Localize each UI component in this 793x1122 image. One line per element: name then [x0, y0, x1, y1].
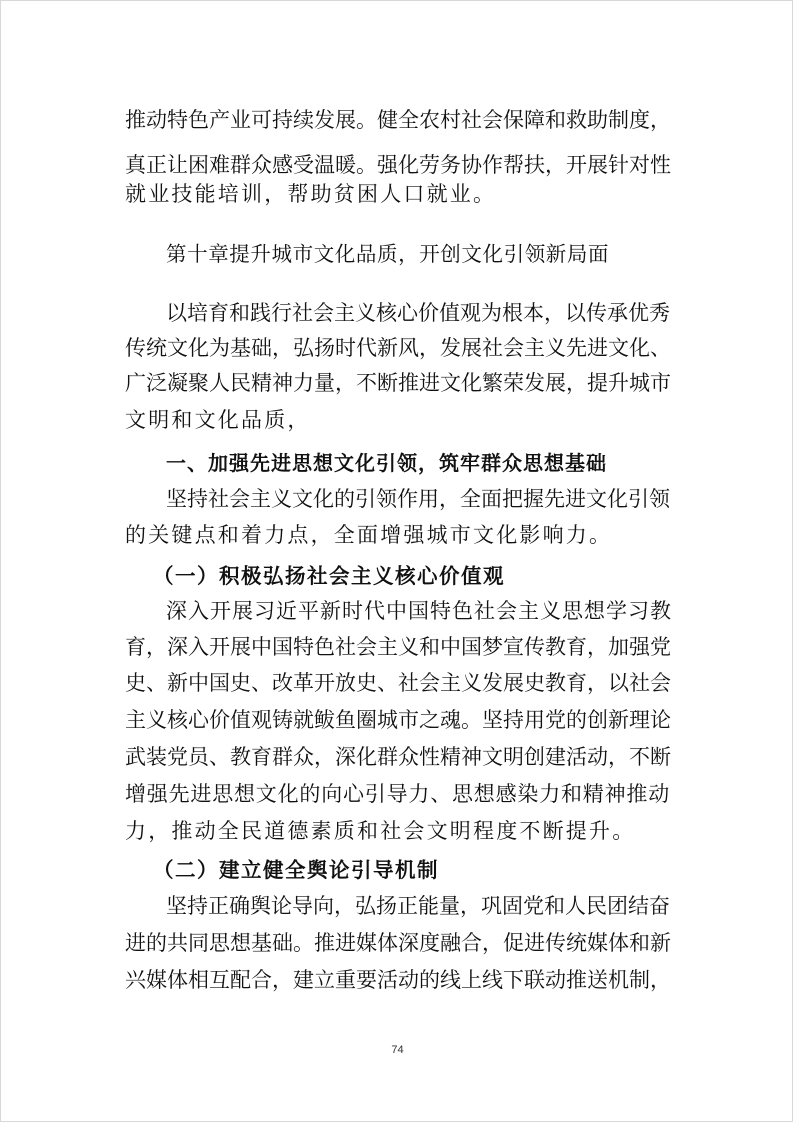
body-text-line: 主义核心价值观铸就鲅鱼圈城市之魂。坚持用党的创新理论: [125, 708, 671, 732]
body-text-line: 推动特色产业可持续发展。健全农村社会保障和救助制度，: [125, 108, 671, 132]
body-text-line: 就业技能培训，帮助贫困人口就业。: [125, 182, 497, 206]
page-number: 74: [391, 1044, 404, 1056]
body-text-line: 进的共同思想基础。推进媒体深度融合，促进传统媒体和新: [125, 931, 671, 955]
body-text-line: 广泛凝聚人民精神力量，不断推进文化繁荣发展，提升城市: [125, 371, 671, 395]
subsection-heading: （一）积极弘扬社会主义核心价值观: [153, 564, 505, 588]
body-text-line: 传统文化为基础，弘扬时代新风，发展社会主义先进文化、: [125, 336, 671, 360]
body-text-line: 坚持社会主义文化的引领作用，全面把握先进文化引领: [166, 487, 670, 511]
chapter-heading: 第十章提升城市文化品质，开创文化引领新局面: [166, 242, 610, 266]
body-text-line: 力，推动全民道德素质和社会文明程度不断提升。: [125, 819, 636, 843]
body-text-line: 的关键点和着力点，全面增强城市文化影响力。: [125, 523, 613, 547]
body-text-line: 文明和文化品质，: [125, 408, 311, 432]
body-text-line: 坚持正确舆论导向，弘扬正能量，巩固党和人民团结奋: [166, 894, 670, 918]
body-text-line: 增强先进思想文化的向心引导力、思想感染力和精神推动: [125, 782, 670, 806]
body-text-line: 真正让困难群众感受温暖。强化劳务协作帮扶，开展针对性: [125, 153, 671, 177]
body-text-line: 深入开展习近平新时代中国特色社会主义思想学习教: [166, 599, 672, 623]
body-text-line: 武装党员、教育群众，深化群众性精神文明创建活动，不断: [125, 745, 671, 769]
body-text-line: 史、新中国史、改革开放史、社会主义发展史教育，以社会: [125, 671, 671, 695]
subsection-heading: （二）建立健全舆论引导机制: [153, 858, 439, 882]
body-text-line: 育，深入开展中国特色社会主义和中国梦宣传教育，加强党: [125, 635, 671, 659]
body-text-line: 兴媒体相互配合，建立重要活动的线上线下联动推送机制，: [125, 968, 671, 992]
body-text-line: 以培育和践行社会主义核心价值观为根本，以传承优秀: [166, 301, 670, 325]
section-heading: 一、加强先进思想文化引领，筑牢群众思想基础: [166, 451, 607, 475]
